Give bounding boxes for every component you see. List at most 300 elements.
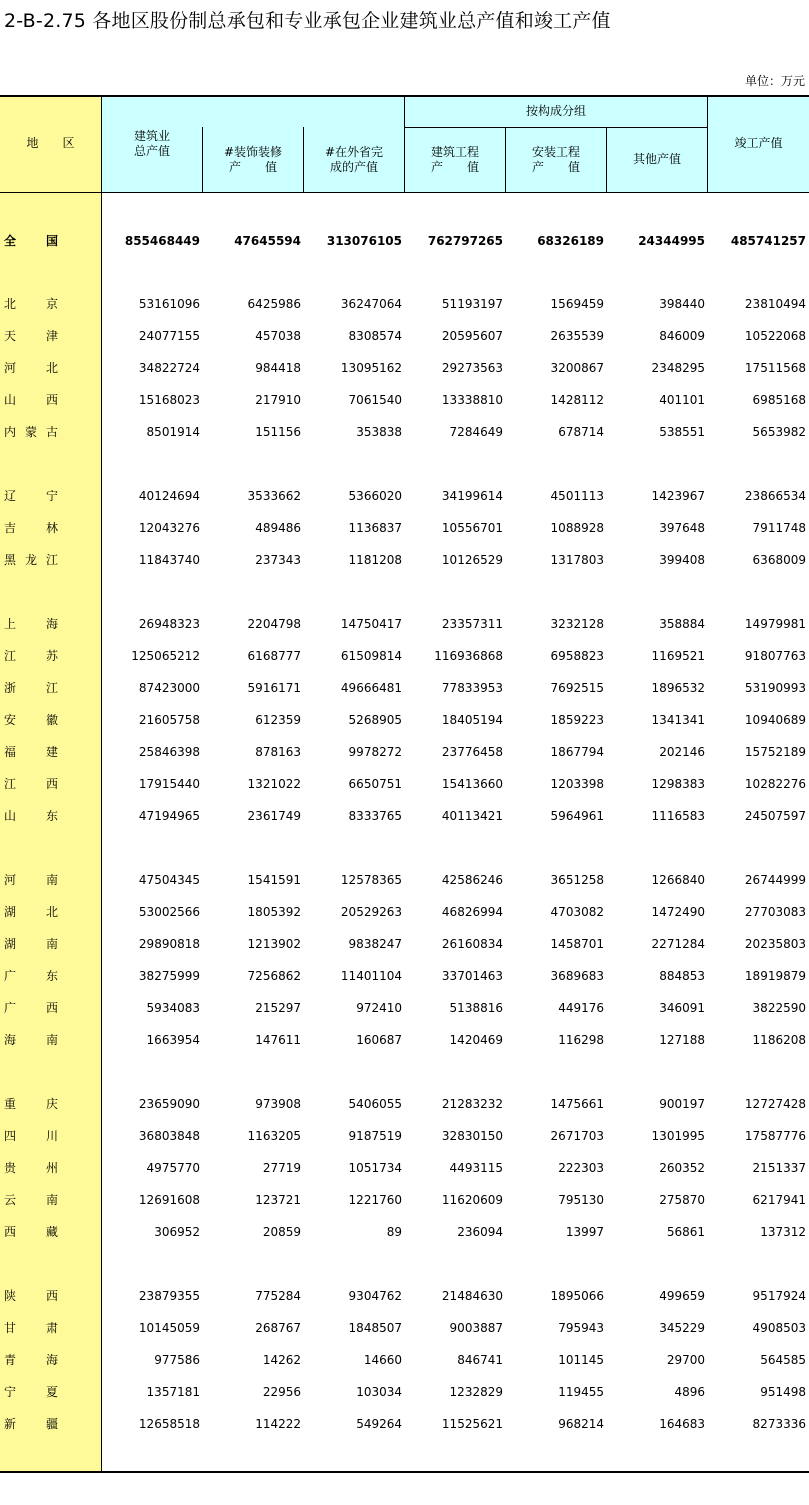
page-title: 2-B-2.75 各地区股份制总承包和专业承包企业建筑业总产值和竣工产值: [4, 10, 611, 32]
cell-other: 127188: [659, 1033, 705, 1047]
table-row: [0, 352, 809, 384]
cell-installation: 7692515: [550, 681, 604, 695]
cell-gross: 25846398: [138, 745, 200, 759]
table-row: [0, 704, 809, 736]
cell-outside: 1848507: [348, 1321, 402, 1335]
table-row: [0, 672, 809, 704]
table-bottom-rule: [0, 1471, 809, 1473]
cell-installation: 5964961: [550, 809, 604, 823]
cell-other: 884853: [659, 969, 705, 983]
cell-completed: 17511568: [744, 361, 806, 375]
cell-completed: 26744999: [744, 873, 806, 887]
cell-outside: 9304762: [348, 1289, 402, 1303]
cell-installation: 68326189: [537, 234, 604, 248]
cell-gross: 1663954: [146, 1033, 200, 1047]
table-row: [0, 480, 809, 512]
cell-decoration: 14262: [262, 1353, 301, 1367]
table-row: [0, 736, 809, 768]
header-gross-output: [102, 129, 202, 159]
header-outside-line2: 成的产值: [329, 160, 378, 174]
cell-decoration: 123721: [255, 1193, 301, 1207]
cell-installation: 449176: [558, 1001, 604, 1015]
region-name: 贵州: [4, 1161, 58, 1175]
cell-other: 1896532: [651, 681, 705, 695]
cell-construction: 46826994: [441, 905, 503, 919]
header-decoration-line2: 产 值: [228, 160, 277, 174]
cell-construction: 23357311: [441, 617, 503, 631]
cell-outside: 1051734: [348, 1161, 402, 1175]
cell-decoration: 3533662: [247, 489, 301, 503]
cell-decoration: 6425986: [247, 297, 301, 311]
cell-other: 24344995: [638, 234, 705, 248]
table-row: [0, 1280, 809, 1312]
table-row: [0, 960, 809, 992]
cell-construction: 1232829: [449, 1385, 503, 1399]
header-gross-line2: 总产值: [133, 144, 170, 158]
cell-gross: 29890818: [138, 937, 200, 951]
cell-completed: 23866534: [744, 489, 806, 503]
header-completed-output: 竣工产值: [734, 136, 783, 150]
region-name: 北京: [4, 297, 58, 311]
cell-installation: 2671703: [550, 1129, 604, 1143]
cell-gross: 23659090: [138, 1097, 200, 1111]
cell-construction: 29273563: [441, 361, 503, 375]
table-row: [0, 1376, 809, 1408]
cell-decoration: 1163205: [247, 1129, 301, 1143]
cell-completed: 91807763: [744, 649, 806, 663]
region-name: 辽宁: [4, 489, 58, 503]
table-row: [0, 1184, 809, 1216]
cell-construction: 9003887: [449, 1321, 503, 1335]
cell-construction: 116936868: [434, 649, 503, 663]
table-row: [0, 864, 809, 896]
table-row: [0, 320, 809, 352]
cell-construction: 77833953: [441, 681, 503, 695]
cell-completed: 10282276: [744, 777, 806, 791]
table-row: [0, 1344, 809, 1376]
cell-installation: 3651258: [550, 873, 604, 887]
region-name: 吉林: [4, 521, 58, 535]
cell-outside: 8308574: [348, 329, 402, 343]
cell-construction: 11525621: [441, 1417, 503, 1431]
cell-other: 2271284: [651, 937, 705, 951]
cell-completed: 14979981: [744, 617, 806, 631]
cell-outside: 1221760: [348, 1193, 402, 1207]
table-row: [0, 800, 809, 832]
cell-installation: 119455: [558, 1385, 604, 1399]
cell-installation: 222303: [558, 1161, 604, 1175]
cell-other: 346091: [659, 1001, 705, 1015]
cell-installation: 795130: [558, 1193, 604, 1207]
region-name: 四川: [4, 1129, 58, 1143]
cell-outside: 49666481: [340, 681, 402, 695]
cell-outside: 1136837: [348, 521, 402, 535]
cell-completed: 6368009: [752, 553, 806, 567]
cell-installation: 968214: [558, 1417, 604, 1431]
cell-installation: 1458701: [550, 937, 604, 951]
cell-decoration: 775284: [255, 1289, 301, 1303]
header-bottom-rule: [0, 192, 809, 193]
cell-other: 345229: [659, 1321, 705, 1335]
table-row-national-total: [0, 225, 809, 257]
cell-construction: 762797265: [427, 234, 503, 248]
cell-other: 1266840: [651, 873, 705, 887]
cell-other: 499659: [659, 1289, 705, 1303]
cell-construction: 23776458: [441, 745, 503, 759]
cell-other: 900197: [659, 1097, 705, 1111]
cell-decoration: 114222: [255, 1417, 301, 1431]
header-construction-line1: 建筑工程: [430, 145, 479, 159]
cell-installation: 1569459: [550, 297, 604, 311]
cell-outside: 972410: [356, 1001, 402, 1015]
cell-completed: 10940689: [744, 713, 806, 727]
cell-construction: 40113421: [441, 809, 503, 823]
region-name: 天津: [4, 329, 58, 343]
cell-installation: 4501113: [550, 489, 604, 503]
region-name: 重庆: [4, 1097, 58, 1111]
cell-outside: 5406055: [348, 1097, 402, 1111]
cell-other: 1341341: [651, 713, 705, 727]
cell-completed: 12727428: [744, 1097, 806, 1111]
cell-other: 4896: [674, 1385, 705, 1399]
cell-outside: 11401104: [340, 969, 402, 983]
cell-outside: 9838247: [348, 937, 402, 951]
table-row: [0, 1024, 809, 1056]
cell-decoration: 217910: [255, 393, 301, 407]
group-header-rule: [404, 127, 708, 128]
cell-installation: 1859223: [550, 713, 604, 727]
region-name: 西藏: [4, 1225, 58, 1239]
cell-outside: 12578365: [340, 873, 402, 887]
cell-decoration: 215297: [255, 1001, 301, 1015]
cell-completed: 24507597: [744, 809, 806, 823]
header-installation-line1: 安装工程: [531, 145, 580, 159]
region-name: 甘肃: [4, 1321, 58, 1335]
cell-completed: 9517924: [752, 1289, 806, 1303]
region-name: 浙江: [4, 681, 58, 695]
cell-decoration: 20859: [262, 1225, 301, 1239]
region-name: 广西: [4, 1001, 58, 1015]
cell-other: 846009: [659, 329, 705, 343]
table-row: [0, 768, 809, 800]
cell-gross: 47504345: [138, 873, 200, 887]
cell-installation: 1088928: [550, 521, 604, 535]
cell-completed: 137312: [760, 1225, 806, 1239]
cell-decoration: 1321022: [247, 777, 301, 791]
cell-installation: 4703082: [550, 905, 604, 919]
cell-completed: 3822590: [752, 1001, 806, 1015]
cell-gross: 47194965: [138, 809, 200, 823]
cell-decoration: 973908: [255, 1097, 301, 1111]
cell-decoration: 2361749: [247, 809, 301, 823]
cell-gross: 87423000: [138, 681, 200, 695]
table-row: [0, 416, 809, 448]
cell-other: 1472490: [651, 905, 705, 919]
region-name: 江苏: [4, 649, 58, 663]
cell-construction: 33701463: [441, 969, 503, 983]
cell-gross: 306952: [154, 1225, 200, 1239]
cell-other: 164683: [659, 1417, 705, 1431]
cell-construction: 15413660: [441, 777, 503, 791]
cell-installation: 1317803: [550, 553, 604, 567]
cell-outside: 160687: [356, 1033, 402, 1047]
region-name: 湖南: [4, 937, 58, 951]
cell-construction: 7284649: [449, 425, 503, 439]
cell-completed: 20235803: [744, 937, 806, 951]
cell-other: 399408: [659, 553, 705, 567]
cell-gross: 24077155: [138, 329, 200, 343]
cell-installation: 101145: [558, 1353, 604, 1367]
table-row: [0, 1120, 809, 1152]
cell-construction: 846741: [457, 1353, 503, 1367]
region-name: 海南: [4, 1033, 58, 1047]
header-composition-group: 按构成分组: [525, 104, 586, 118]
cell-construction: 51193197: [441, 297, 503, 311]
cell-completed: 1186208: [752, 1033, 806, 1047]
cell-installation: 678714: [558, 425, 604, 439]
cell-other: 1169521: [651, 649, 705, 663]
cell-construction: 32830150: [441, 1129, 503, 1143]
region-name: 山东: [4, 809, 58, 823]
cell-decoration: 47645594: [234, 234, 301, 248]
cell-completed: 564585: [760, 1353, 806, 1367]
cell-decoration: 6168777: [247, 649, 301, 663]
cell-construction: 21484630: [441, 1289, 503, 1303]
cell-gross: 12691608: [138, 1193, 200, 1207]
region-name: 广东: [4, 969, 58, 983]
cell-installation: 795943: [558, 1321, 604, 1335]
cell-decoration: 878163: [255, 745, 301, 759]
cell-gross: 977586: [154, 1353, 200, 1367]
cell-gross: 26948323: [138, 617, 200, 631]
cell-gross: 53002566: [138, 905, 200, 919]
cell-decoration: 27719: [262, 1161, 301, 1175]
cell-installation: 6958823: [550, 649, 604, 663]
cell-construction: 34199614: [441, 489, 503, 503]
cell-outside: 14660: [363, 1353, 402, 1367]
cell-decoration: 151156: [255, 425, 301, 439]
region-name: 全国: [4, 234, 58, 248]
cell-gross: 1357181: [146, 1385, 200, 1399]
cell-construction: 5138816: [449, 1001, 503, 1015]
header-installation-output: [506, 145, 606, 175]
cell-outside: 5366020: [348, 489, 402, 503]
cell-other: 398440: [659, 297, 705, 311]
cell-completed: 6985168: [752, 393, 806, 407]
table-row: [0, 1408, 809, 1440]
header-outside-line1: #在外省完: [324, 145, 384, 159]
cell-gross: 17915440: [138, 777, 200, 791]
cell-decoration: 22956: [262, 1385, 301, 1399]
cell-other: 358884: [659, 617, 705, 631]
cell-construction: 236094: [457, 1225, 503, 1239]
cell-completed: 7911748: [752, 521, 806, 535]
cell-installation: 1867794: [550, 745, 604, 759]
cell-other: 56861: [666, 1225, 705, 1239]
cell-construction: 18405194: [441, 713, 503, 727]
cell-outside: 9978272: [348, 745, 402, 759]
cell-gross: 40124694: [138, 489, 200, 503]
cell-gross: 34822724: [138, 361, 200, 375]
cell-other: 2348295: [651, 361, 705, 375]
table-row: [0, 1088, 809, 1120]
table-row: [0, 1152, 809, 1184]
cell-construction: 21283232: [441, 1097, 503, 1111]
cell-gross: 125065212: [131, 649, 200, 663]
cell-outside: 61509814: [340, 649, 402, 663]
header-gross-line1: 建筑业: [133, 129, 170, 143]
region-name: 宁夏: [4, 1385, 58, 1399]
cell-other: 1423967: [651, 489, 705, 503]
cell-other: 29700: [666, 1353, 705, 1367]
cell-outside: 353838: [356, 425, 402, 439]
cell-completed: 485741257: [730, 234, 806, 248]
cell-decoration: 237343: [255, 553, 301, 567]
cell-construction: 42586246: [441, 873, 503, 887]
cell-completed: 10522068: [744, 329, 806, 343]
cell-construction: 1420469: [449, 1033, 503, 1047]
cell-outside: 8333765: [348, 809, 402, 823]
table-row: [0, 384, 809, 416]
region-name: 河南: [4, 873, 58, 887]
region-name: 新疆: [4, 1417, 58, 1431]
cell-decoration: 489486: [255, 521, 301, 535]
region-name: 江西: [4, 777, 58, 791]
cell-gross: 855468449: [124, 234, 200, 248]
cell-decoration: 147611: [255, 1033, 301, 1047]
region-name: 内蒙古: [4, 425, 58, 439]
table-row: [0, 544, 809, 576]
cell-outside: 14750417: [340, 617, 402, 631]
cell-completed: 8273336: [752, 1417, 806, 1431]
table-row: [0, 1216, 809, 1248]
cell-decoration: 7256862: [247, 969, 301, 983]
cell-other: 401101: [659, 393, 705, 407]
cell-decoration: 5916171: [247, 681, 301, 695]
cell-completed: 951498: [760, 1385, 806, 1399]
cell-gross: 36803848: [138, 1129, 200, 1143]
region-name: 福建: [4, 745, 58, 759]
region-name: 陕西: [4, 1289, 58, 1303]
region-name: 云南: [4, 1193, 58, 1207]
cell-construction: 11620609: [441, 1193, 503, 1207]
cell-installation: 1895066: [550, 1289, 604, 1303]
cell-gross: 15168023: [138, 393, 200, 407]
region-name: 青海: [4, 1353, 58, 1367]
table-row: [0, 896, 809, 928]
cell-decoration: 984418: [255, 361, 301, 375]
cell-completed: 23810494: [744, 297, 806, 311]
cell-outside: 36247064: [340, 297, 402, 311]
cell-gross: 23879355: [138, 1289, 200, 1303]
cell-outside: 9187519: [348, 1129, 402, 1143]
cell-installation: 1475661: [550, 1097, 604, 1111]
cell-other: 260352: [659, 1161, 705, 1175]
cell-completed: 18919879: [744, 969, 806, 983]
header-region: 地 区: [26, 136, 75, 150]
region-name: 河北: [4, 361, 58, 375]
cell-other: 1116583: [651, 809, 705, 823]
cell-outside: 103034: [356, 1385, 402, 1399]
header-decoration-line1: #装饰装修: [223, 145, 283, 159]
cell-outside: 5268905: [348, 713, 402, 727]
cell-outside: 1181208: [348, 553, 402, 567]
cell-installation: 116298: [558, 1033, 604, 1047]
table-row: [0, 928, 809, 960]
region-name: 黑龙江: [4, 553, 58, 567]
cell-gross: 12658518: [138, 1417, 200, 1431]
cell-outside: 20529263: [340, 905, 402, 919]
cell-gross: 38275999: [138, 969, 200, 983]
cell-installation: 1203398: [550, 777, 604, 791]
cell-outside: 89: [386, 1225, 402, 1239]
cell-installation: 13997: [565, 1225, 604, 1239]
cell-installation: 3200867: [550, 361, 604, 375]
region-name: 安徽: [4, 713, 58, 727]
cell-gross: 4975770: [146, 1161, 200, 1175]
cell-completed: 53190993: [744, 681, 806, 695]
region-name: 山西: [4, 393, 58, 407]
cell-gross: 5934083: [146, 1001, 200, 1015]
cell-completed: 2151337: [752, 1161, 806, 1175]
cell-other: 397648: [659, 521, 705, 535]
table-row: [0, 608, 809, 640]
cell-decoration: 2204798: [247, 617, 301, 631]
cell-other: 202146: [659, 745, 705, 759]
table-row: [0, 1312, 809, 1344]
cell-gross: 8501914: [146, 425, 200, 439]
cell-construction: 26160834: [441, 937, 503, 951]
cell-other: 1298383: [651, 777, 705, 791]
cell-completed: 5653982: [752, 425, 806, 439]
header-installation-line2: 产 值: [531, 160, 580, 174]
cell-other: 538551: [659, 425, 705, 439]
cell-construction: 10556701: [441, 521, 503, 535]
cell-outside: 7061540: [348, 393, 402, 407]
unit-label: 单位：万元: [744, 74, 805, 88]
cell-completed: 17587776: [744, 1129, 806, 1143]
cell-construction: 10126529: [441, 553, 503, 567]
cell-gross: 11843740: [138, 553, 200, 567]
table-row: [0, 288, 809, 320]
cell-outside: 13095162: [340, 361, 402, 375]
cell-decoration: 1805392: [247, 905, 301, 919]
cell-decoration: 457038: [255, 329, 301, 343]
cell-completed: 6217941: [752, 1193, 806, 1207]
cell-outside: 6650751: [348, 777, 402, 791]
cell-decoration: 268767: [255, 1321, 301, 1335]
region-name: 上海: [4, 617, 58, 631]
header-construction-line2: 产 值: [430, 160, 479, 174]
cell-gross: 53161096: [138, 297, 200, 311]
cell-outside: 313076105: [326, 234, 402, 248]
cell-other: 275870: [659, 1193, 705, 1207]
cell-decoration: 1213902: [247, 937, 301, 951]
header-decoration-output: [203, 145, 303, 175]
header-construction-output: [405, 145, 505, 175]
region-name: 湖北: [4, 905, 58, 919]
table-row: [0, 992, 809, 1024]
cell-completed: 4908503: [752, 1321, 806, 1335]
cell-completed: 15752189: [744, 745, 806, 759]
cell-installation: 3232128: [550, 617, 604, 631]
cell-installation: 3689683: [550, 969, 604, 983]
cell-construction: 4493115: [449, 1161, 503, 1175]
cell-gross: 10145059: [138, 1321, 200, 1335]
table-row: [0, 512, 809, 544]
cell-installation: 2635539: [550, 329, 604, 343]
cell-construction: 13338810: [441, 393, 503, 407]
